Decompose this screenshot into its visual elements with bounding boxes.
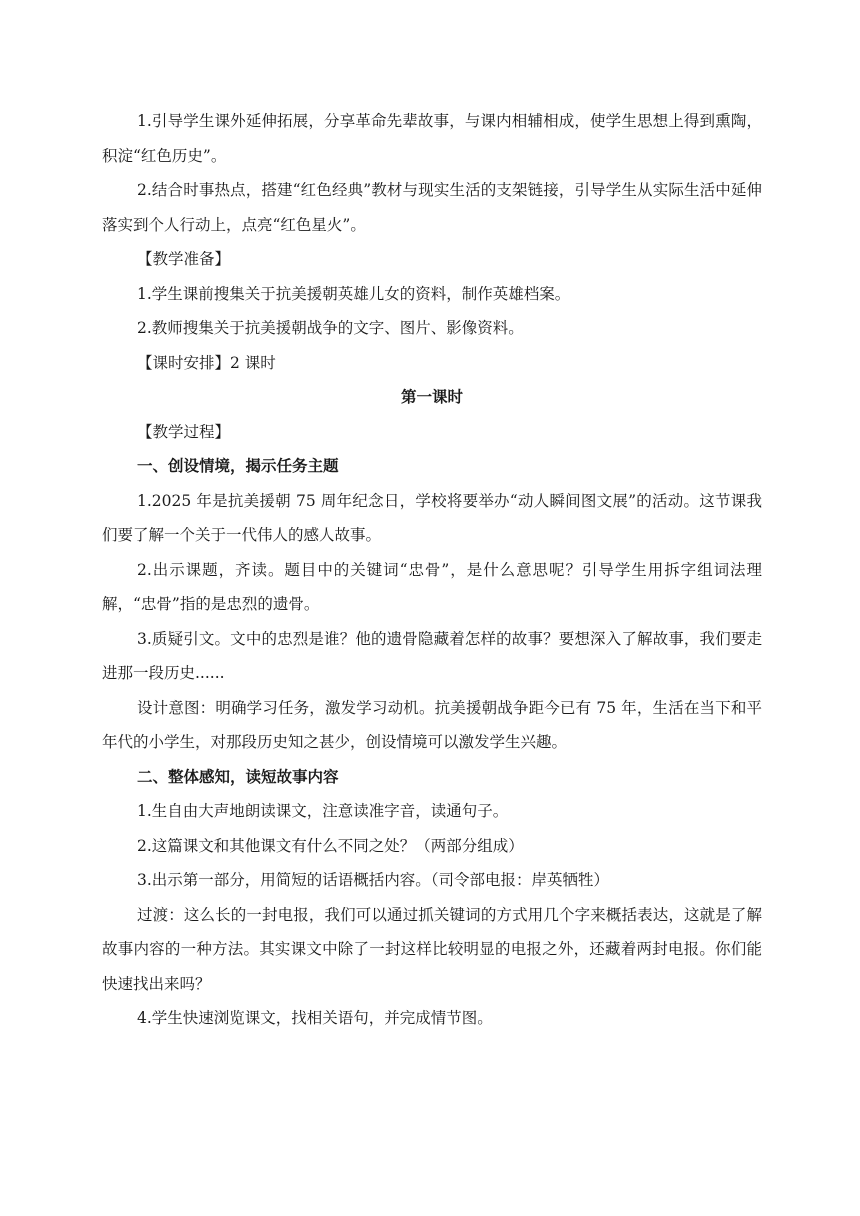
step-heading-1: 一、创设情境，揭示任务主题	[137, 456, 339, 475]
step-2-item-1: 1.生自由大声地朗读课文，注意读准字音，读通句子。	[137, 802, 509, 820]
step-1-item-3: 3.质疑引文。文中的忠烈是谁？他的遗骨隐藏着怎样的故事？要想深入了解故事，我们要走进那一段历史......	[102, 629, 762, 682]
section-heading-preparation: 【教学准备】	[137, 250, 231, 268]
step-heading-2: 二、整体感知，读短故事内容	[137, 766, 339, 786]
transition-paragraph: 过渡：这么长的一封电报，我们可以通过抓关键词的方式用几个字来概括表达，这就是了解故事内容的一种方法。其实课文中除了一封这样比较明显的电报之外，还藏着两封电报。你们能快速找出来吗？	[102, 905, 762, 993]
step-2-item-3: 3.出示第一部分，用简短的话语概括内容。（司令部电报：岸英牺牲）	[137, 871, 610, 889]
step-1-item-2: 2.出示课题，齐读。题目中的关键词“忠骨”，是什么意思呢？引导学生用拆字组词法理解，“忠骨”指的是忠烈的遗骨。	[102, 560, 762, 613]
section-heading-process: 【教学过程】	[137, 422, 231, 441]
preparation-1: 1.学生课前搜集关于抗美援朝英雄儿女的资料，制作英雄档案。	[137, 284, 571, 303]
schedule-line: 【课时安排】2 课时	[137, 353, 276, 372]
document-page	[102, 104, 762, 1036]
step-1-item-1: 1.2025 年是抗美援朝 75 周年纪念日，学校将要举办“动人瞬间图文展”的活动。这节课我们要了解一个关于一代伟人的感人故事。	[102, 491, 762, 544]
lesson-title: 第一课时	[400, 387, 463, 406]
step-2-item-4: 4.学生快速浏览课文，找相关语句，并完成情节图。	[137, 1009, 493, 1027]
preparation-2: 2.教师搜集关于抗美援朝战争的文字、图片、影像资料。	[137, 319, 524, 337]
step-2-item-2: 2.这篇课文和其他课文有什么不同之处？（两部分组成）	[137, 836, 524, 855]
design-intent: 设计意图：明确学习任务，激发学习动机。抗美援朝战争距今已有 75 年，生活在当下和平年代的小学生，对那段历史知之甚少，创设情境可以激发学生兴趣。	[102, 698, 762, 751]
objective-2: 2.结合时事热点，搭建“红色经典”教材与现实生活的支架链接，引导学生从实际生活中延伸落实到个人行动上，点亮“红色星火”。	[102, 181, 762, 234]
objective-1: 1.引导学生课外延伸拓展，分享革命先辈故事，与课内相辅相成，使学生思想上得到熏陶，积淀“红色历史”。	[102, 112, 762, 165]
